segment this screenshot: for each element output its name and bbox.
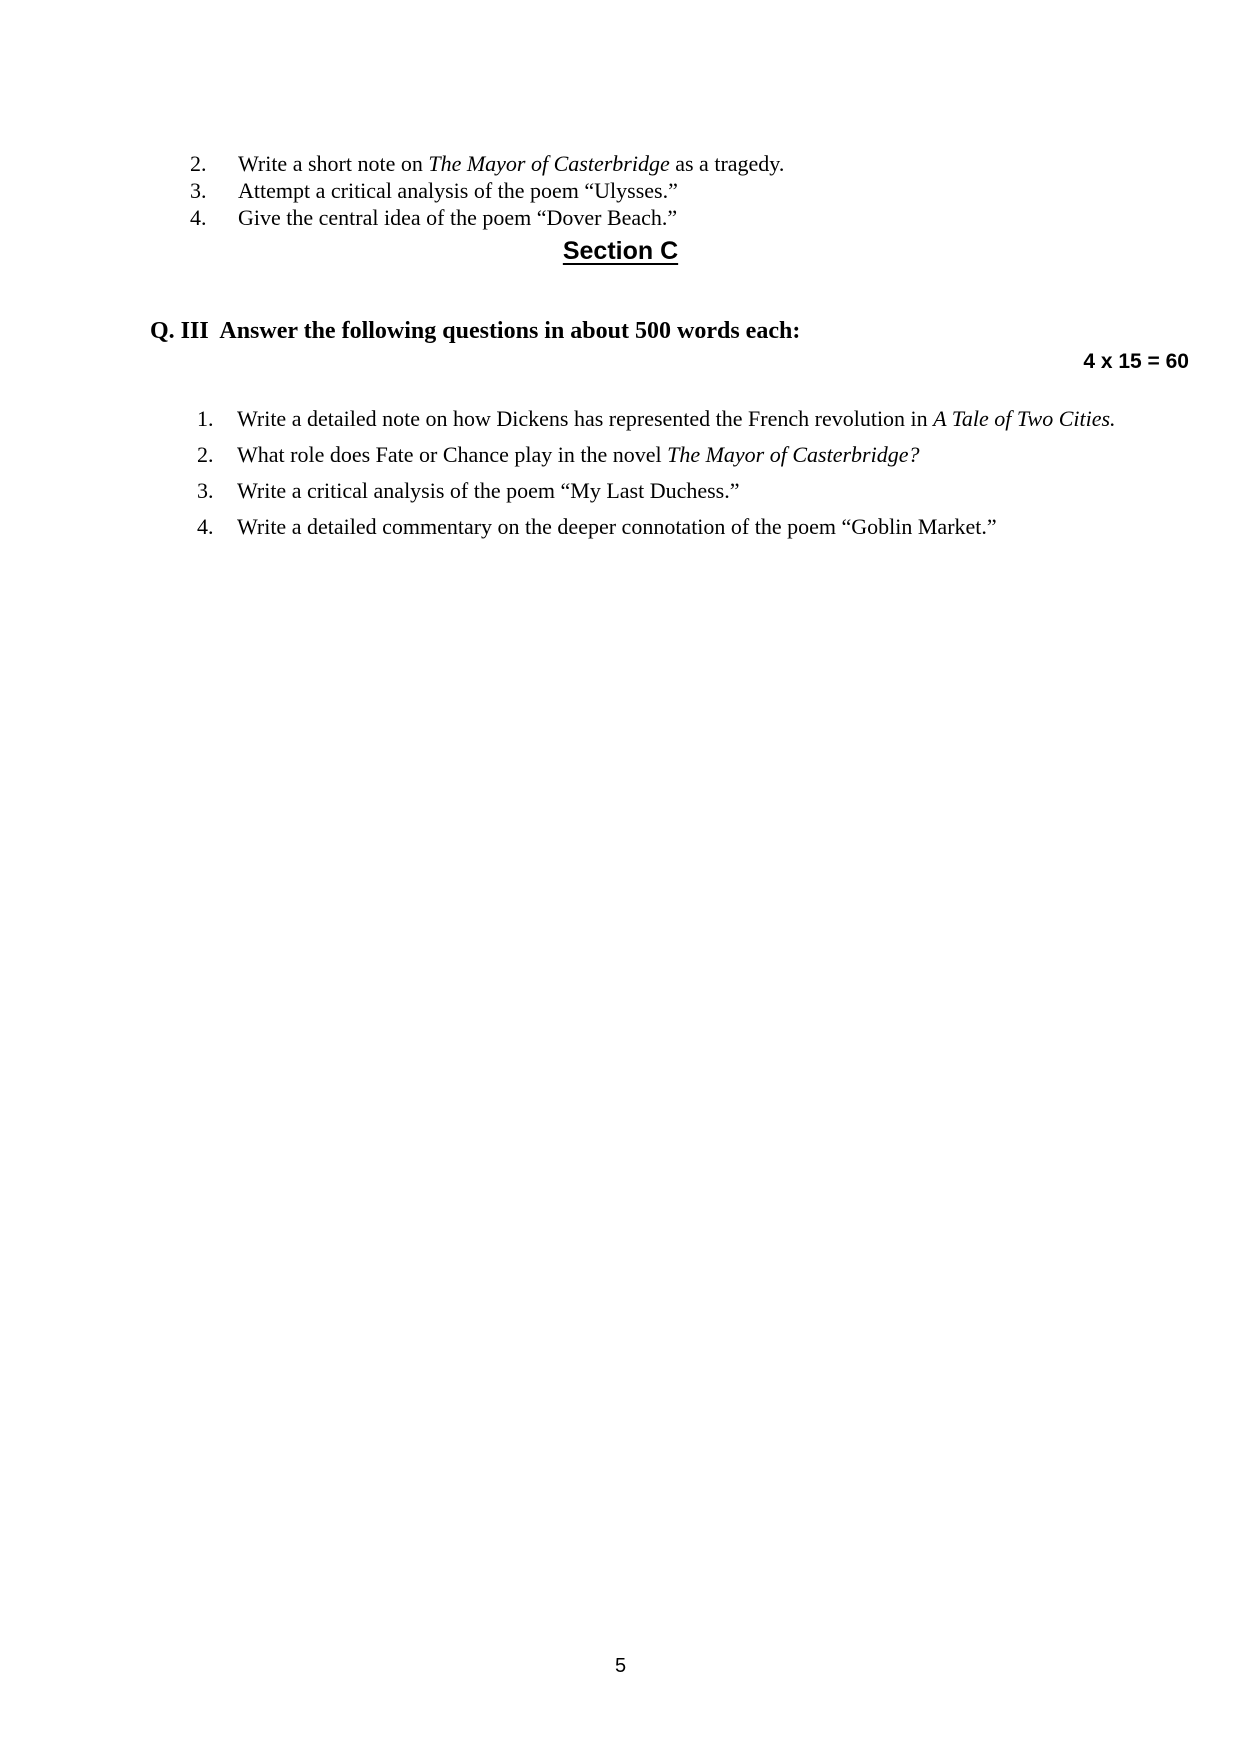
- item-text-plain: Write a critical analysis of the poem “My Last Duchess.”: [237, 478, 740, 503]
- item-number: 2.: [190, 151, 207, 176]
- item-text-italic: A Tale of Two Cities.: [933, 406, 1116, 431]
- list-item: [190, 204, 1090, 231]
- item-text-plain: Write a detailed note on how Dickens has represented the French revolution in: [237, 406, 934, 431]
- item-text: [238, 150, 784, 177]
- page-number: 5: [614, 1655, 627, 1677]
- item-text: [237, 513, 997, 541]
- item-text-plain: Write a short note on: [238, 151, 429, 176]
- item-number: 3.: [197, 478, 214, 503]
- item-text: [238, 204, 677, 231]
- item-text: [238, 177, 678, 204]
- question-heading: Q. III Answer the following questions in about 500 words each:: [150, 318, 801, 344]
- item-number: 2.: [197, 442, 214, 467]
- item-text-italic: The Mayor of Casterbridge?: [667, 442, 920, 467]
- list-item: [197, 441, 1197, 469]
- item-text-plain: Attempt a critical analysis of the poem “Ulysses.”: [238, 178, 678, 203]
- item-text: [237, 477, 740, 505]
- list-item: [197, 477, 1197, 505]
- item-text-plain: What role does Fate or Chance play in the novel: [237, 442, 668, 467]
- item-text-plain-end: as a tragedy.: [669, 151, 785, 176]
- section-heading: Section C: [562, 237, 679, 265]
- item-number: 4.: [197, 514, 214, 539]
- list-item: [190, 177, 1090, 204]
- item-number: 3.: [190, 178, 207, 203]
- item-text-italic: The Mayor of Casterbridge: [428, 151, 670, 176]
- item-number: 4.: [190, 205, 207, 230]
- item-text: [237, 405, 1116, 433]
- item-text: [237, 441, 919, 469]
- list-item: [190, 150, 1090, 177]
- marks-allocation: 4 x 15 = 60: [1083, 350, 1189, 373]
- item-text-plain: Write a detailed commentary on the deeper connotation of the poem “Goblin Market.”: [237, 514, 997, 539]
- list-item: [197, 513, 1197, 541]
- item-text-plain: Give the central idea of the poem “Dover Beach.”: [238, 205, 678, 230]
- section-b-question-list: [190, 150, 1090, 231]
- list-item: [197, 405, 1197, 433]
- section-c-question-list: [197, 405, 1197, 549]
- item-number: 1.: [197, 406, 214, 431]
